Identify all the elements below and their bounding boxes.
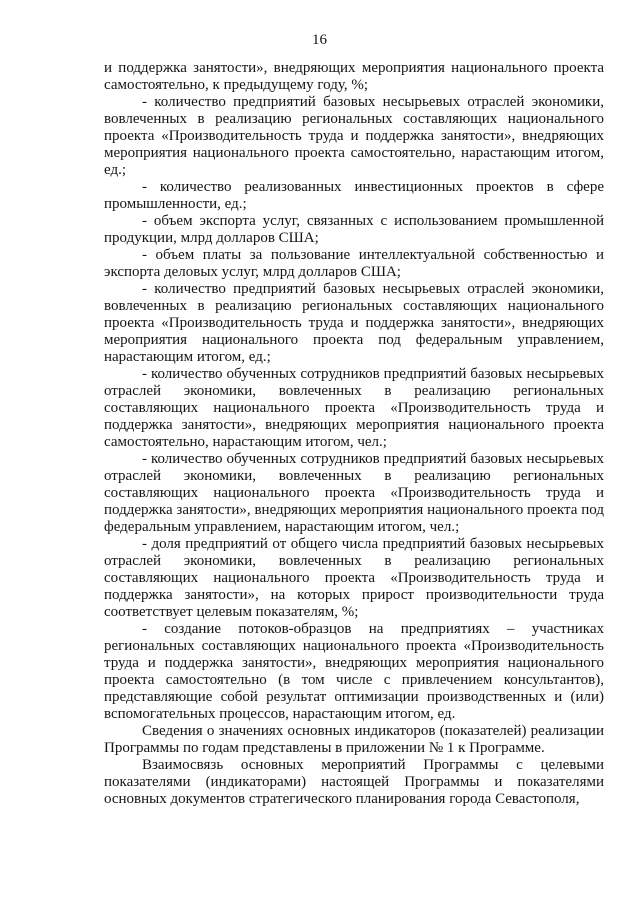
list-item: - объем платы за пользование интеллектуальной собственностью и экспорта деловых услуг, млрд долларов США; — [104, 247, 604, 280]
list-item: - количество предприятий базовых несырьевых отраслей экономики, вовлеченных в реализацию региональных составляющих национального проекта «Производительность труда и поддержка занятости», внедряющих мероприятия национального проекта самостоятельно, нарастающим итогом, ед.; — [104, 94, 604, 178]
list-item: - количество реализованных инвестиционных проектов в сфере промышленности, ед.; — [104, 179, 604, 212]
list-item: - объем экспорта услуг, связанных с использованием промышленной продукции, млрд долларов США; — [104, 213, 604, 246]
list-item: - доля предприятий от общего числа предприятий базовых несырьевых отраслей экономики, вовлеченных в реализацию региональных составляющих национального проекта «Производительность труда и поддержка занятости», на которых прирост производительности труда соответствует целевым показателям, %; — [104, 536, 604, 620]
list-item: - количество обученных сотрудников предприятий базовых несырьевых отраслей экономики, вовлеченных в реализацию региональных составляющих национального проекта «Производительность труда и поддержка занятости», внедряющих мероприятия национального проекта под федеральным управлением, нарастающим итогом, чел.; — [104, 451, 604, 535]
paragraph: и поддержка занятости», внедряющих мероприятия национального проекта самостоятельно, к предыдущему году, %; — [104, 60, 604, 93]
document-body — [104, 60, 604, 808]
paragraph: Сведения о значениях основных индикаторов (показателей) реализации Программы по годам представлены в приложении № 1 к Программе. — [104, 723, 604, 756]
list-item: - количество обученных сотрудников предприятий базовых несырьевых отраслей экономики, вовлеченных в реализацию региональных составляющих национального проекта «Производительность труда и поддержка занятости», внедряющих мероприятия национального проекта самостоятельно, нарастающим итогом, чел.; — [104, 366, 604, 450]
page-number: 16 — [312, 32, 327, 48]
list-item: - создание потоков-образцов на предприятиях – участниках региональных составляющих национального проекта «Производительность труда и поддержка занятости», внедряющих мероприятия национального проекта самостоятельно (в том числе с привлечением консультантов), представляющие собой результат оптимизации производственных и (или) вспомогательных процессов, нарастающим итогом, ед. — [104, 621, 604, 722]
list-item: - количество предприятий базовых несырьевых отраслей экономики, вовлеченных в реализацию региональных составляющих национального проекта «Производительность труда и поддержка занятости», внедряющих мероприятия национального проекта под федеральным управлением, нарастающим итогом, ед.; — [104, 281, 604, 365]
paragraph: Взаимосвязь основных мероприятий Программы с целевыми показателями (индикаторами) настоящей Программы и показателями основных документов стратегического планирования города Севастополя, — [104, 757, 604, 807]
